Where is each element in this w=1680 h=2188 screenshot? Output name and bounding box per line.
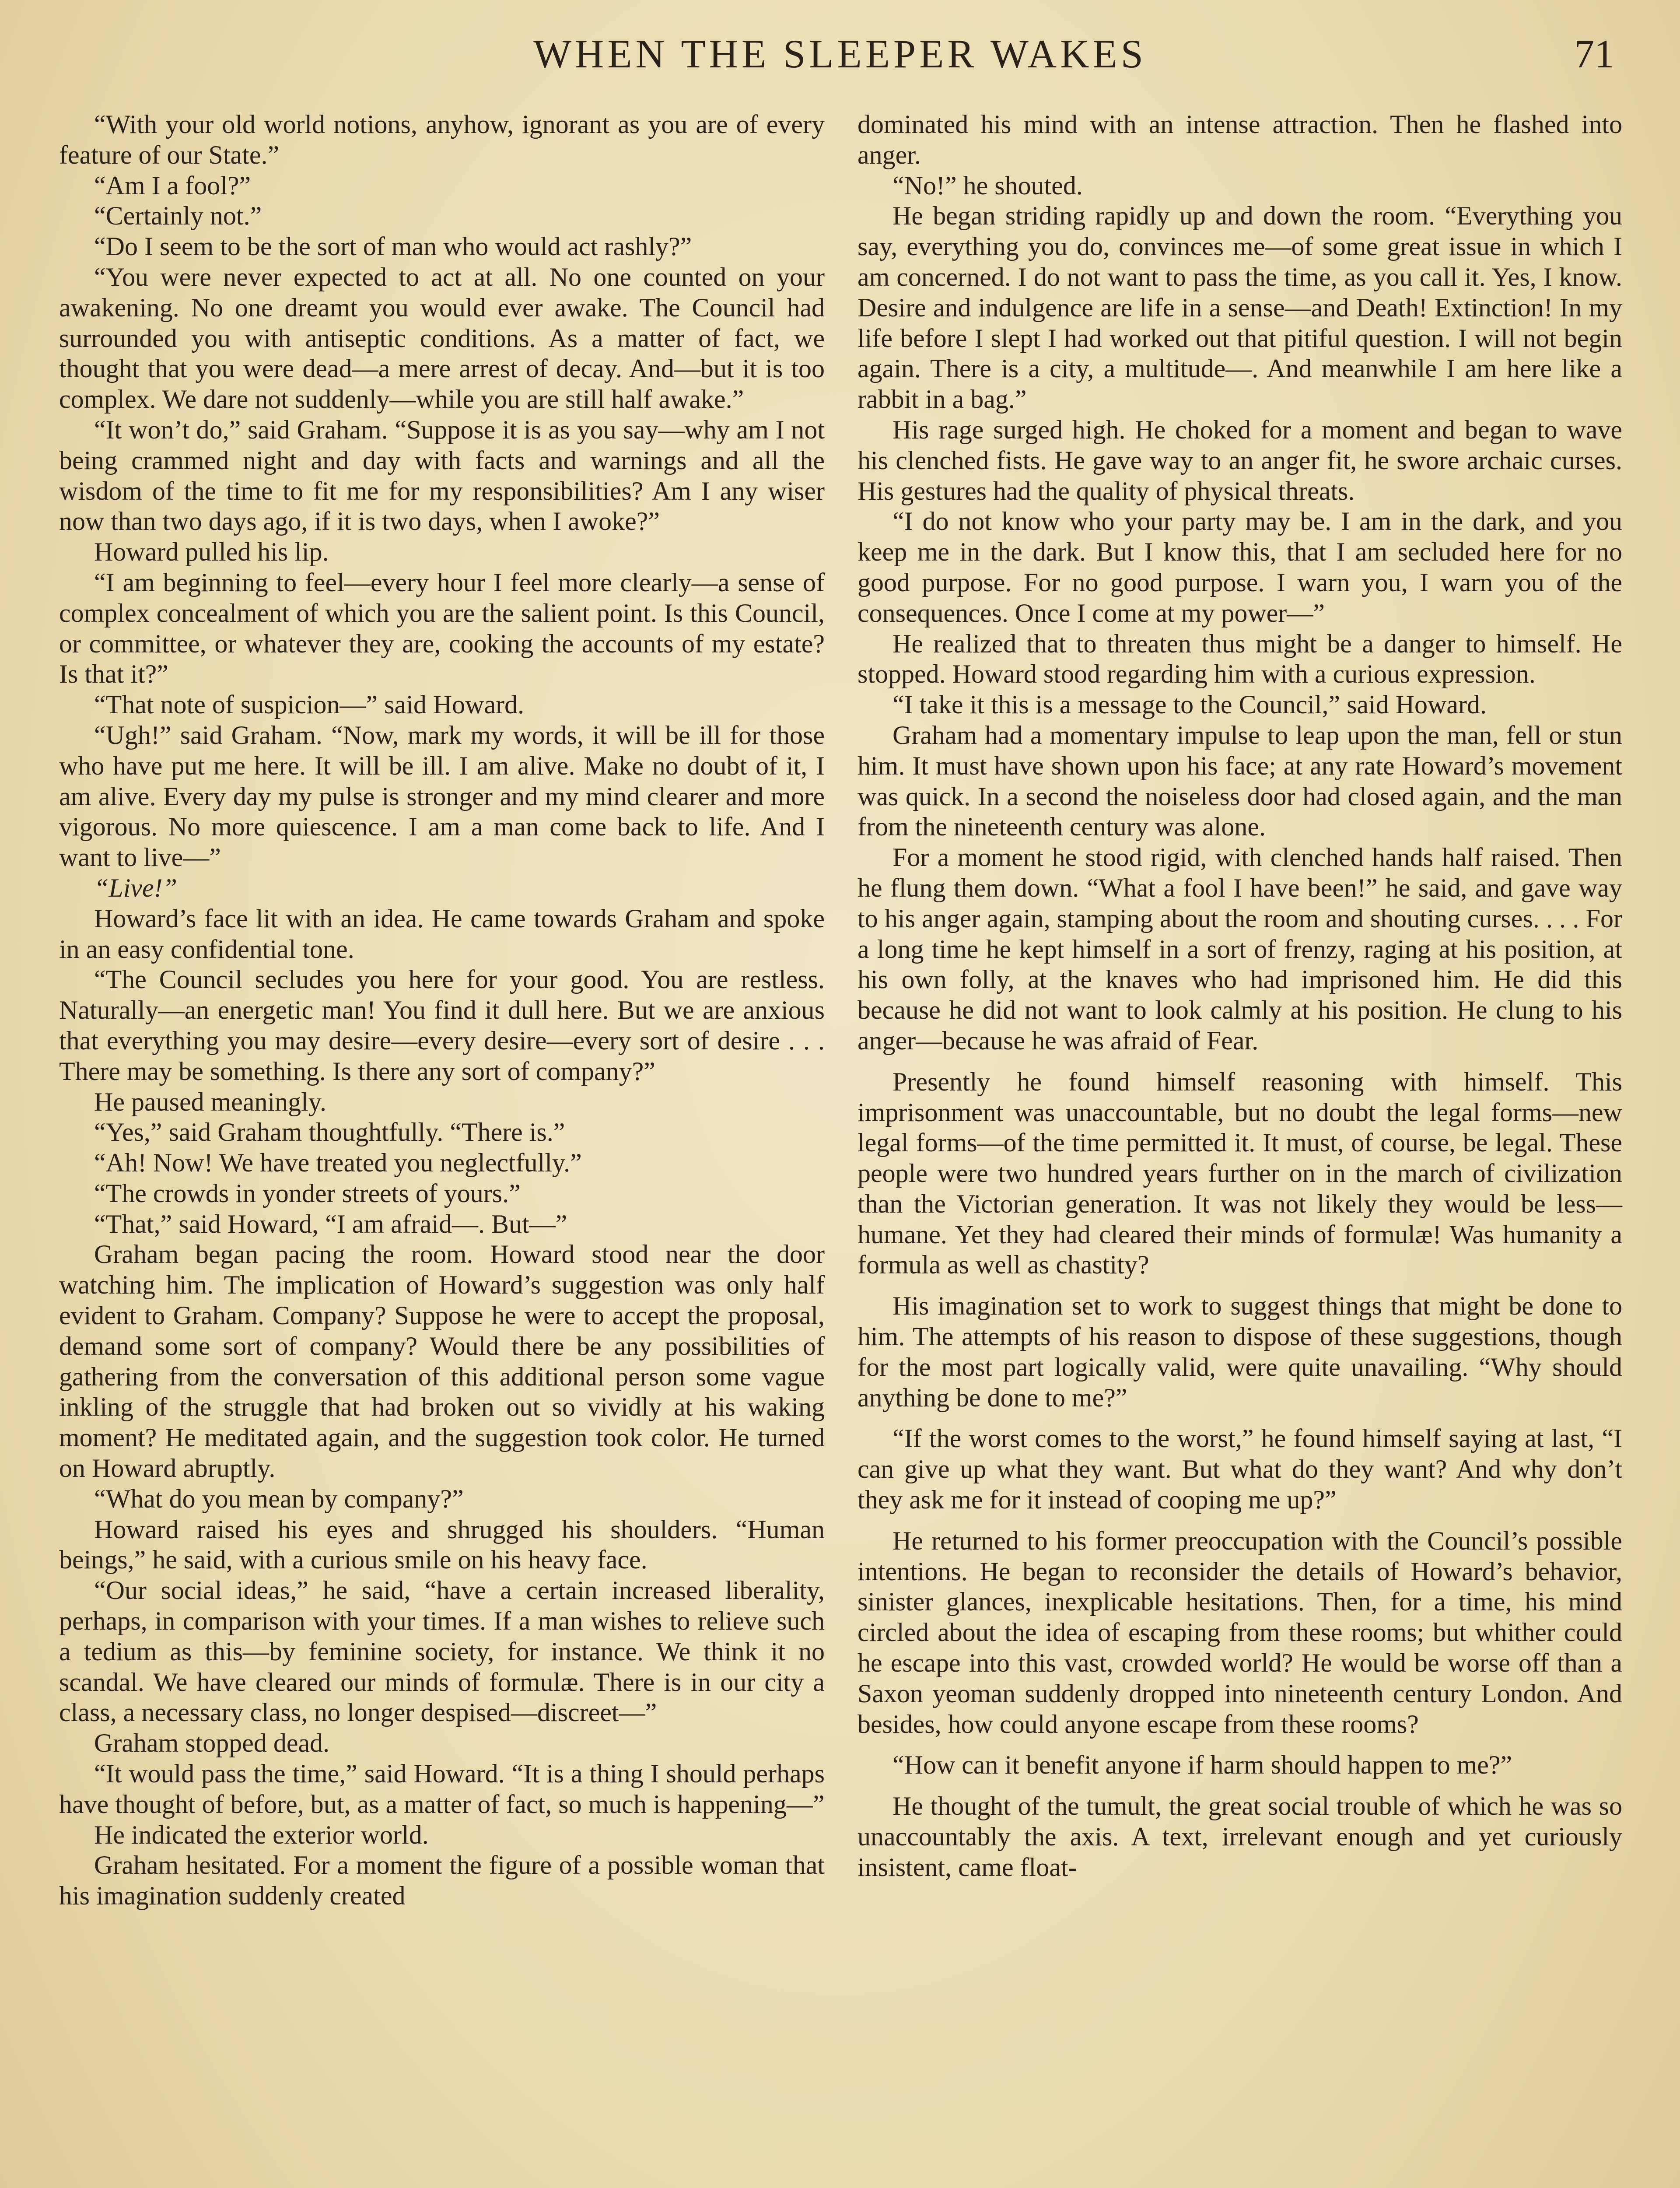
paragraph: “If the worst comes to the worst,” he found himself saying at last, “I can give up what they want. But what do they want? And why don’t they ask me for it instead of cooping me up?” <box>858 1424 1622 1515</box>
paragraph: “Ugh!” said Graham. “Now, mark my words, it will be ill for those who have put me here. It will be ill. I am alive. Make no doubt of it, I am alive. Every day my pulse is stronger and my mind clearer and more vigorous. No more quiescence. I am a man come back to life. And I want to live—” <box>59 720 825 872</box>
paragraph: “How can it benefit anyone if harm should happen to me?” <box>892 1750 1512 1780</box>
paragraph: His rage surged high. He choked for a moment and began to wave his clenched fists. He gave way to an anger fit, he swore archaic curses. His gestures had the quality of physical threats. <box>858 415 1622 505</box>
paragraph: Graham hesitated. For a moment the figure of a possible woman that his imagination suddenly created <box>59 1851 825 1911</box>
paragraph: Graham stopped dead. <box>94 1729 330 1758</box>
paragraph: “With your old world notions, anyhow, ignorant as you are of every feature of our State.” <box>59 110 825 169</box>
paragraph: “That,” said Howard, “I am afraid—. But—” <box>94 1209 567 1238</box>
paragraph: He thought of the tumult, the great social trouble of which he was so unaccountably the axis. A text, irrelevant enough and yet curiously insistent, came float- <box>858 1792 1622 1882</box>
paragraph: “I do not know who your party may be. I am in the dark, and you keep me in the dark. But I know this, that I am secluded here for no good purpose. For no good purpose. I warn you, I warn you of the consequences. Once I come at my power—” <box>858 507 1622 628</box>
paragraph: “The Council secludes you here for your good. You are restless. Naturally—an energetic man! You find it dull here. But we are anxious that everything you may desire—every desire—every sort of desire . . . There may be something. Is there any sort of company?” <box>59 965 825 1086</box>
paragraph: He realized that to threaten thus might be a danger to himself. He stopped. Howard stood regarding him with a curious expression. <box>858 629 1622 689</box>
paragraph: “Do I seem to be the sort of man who would act rashly?” <box>94 232 692 261</box>
paragraph: “Am I a fool?” <box>94 171 251 200</box>
paragraph: He returned to his former preoccupation with the Council’s possible intentions. He began to reconsider the details of Howard’s behavior, sinister glances, inexplicable hesitations. Then, for a time, his mind circled about the idea of escaping from these rooms; but whither could he escape into this vast, crowded world? He would be worse off than a Saxon yeoman suddenly dropped into nineteenth century London. And besides, how could anyone escape from these rooms? <box>858 1526 1622 1739</box>
paragraph: He paused meaningly. <box>94 1087 326 1116</box>
paragraph: “It won’t do,” said Graham. “Suppose it is as you say—why am I not being crammed night and day with facts and warnings and all the wisdom of the time to fit me for my responsibilities? Am I any wiser now than two days ago, if it is two days, when I awoke?” <box>59 415 825 536</box>
paragraph: Presently he found himself reasoning with himself. This imprisonment was unaccountable, but no doubt the legal forms—new legal forms—of the time permitted it. It must, of course, be legal. These people were two hundred years further on in the march of civilization than the Victorian generation. It was not likely they would be less—humane. Yet they had cleared their minds of formulæ! Was humanity a formula as well as chastity? <box>858 1067 1622 1280</box>
paragraph: “No!” he shouted. <box>892 171 1083 200</box>
paragraph: “What do you mean by company?” <box>94 1484 464 1513</box>
paragraph: “Live!” <box>94 873 178 902</box>
paragraph: “That note of suspicion—” said Howard. <box>94 690 525 719</box>
paragraph: His imagination set to work to suggest things that might be done to him. The attempts of his reason to dispose of these suggestions, though for the most part logically valid, were quite unavailing. “Why should anything be done to me?” <box>858 1291 1622 1412</box>
paragraph: Howard pulled his lip. <box>94 537 329 567</box>
right-column <box>858 109 1622 1883</box>
paragraph: “It would pass the time,” said Howard. “It is a thing I should perhaps have thought of before, but, as a matter of fact, so much is happening—” <box>59 1759 825 1819</box>
paragraph: “The crowds in yonder streets of yours.” <box>94 1178 521 1208</box>
paragraph: “Ah! Now! We have treated you neglectfully.” <box>94 1148 582 1178</box>
paragraph: Howard raised his eyes and shrugged his shoulders. “Human beings,” he said, with a curious smile on his heavy face. <box>59 1515 825 1574</box>
paragraph: dominated his mind with an intense attraction. Then he flashed into anger. <box>858 110 1622 169</box>
paragraph: “I take it this is a message to the Council,” said Howard. <box>892 690 1487 719</box>
paragraph: Graham had a momentary impulse to leap upon the man, fell or stun him. It must have shown upon his face; at any rate Howard’s movement was quick. In a second the noiseless door had closed again, and the man from the nineteenth century was alone. <box>858 720 1622 842</box>
page-number: 71 <box>1574 32 1614 76</box>
paragraph: He indicated the exterior world. <box>94 1820 429 1849</box>
paragraph: Graham began pacing the room. Howard stood near the door watching him. The implication of Howard’s suggestion was only half evident to Graham. Company? Suppose he were to accept the proposal, demand some sort of company? Would there be any possibilities of gathering from the conversation of this additional person some vague inkling of the struggle that had broken out so vividly at his waking moment? He meditated again, and the suggestion took color. He turned on Howard abruptly. <box>59 1240 825 1483</box>
paragraph: Howard’s face lit with an idea. He came towards Graham and spoke in an easy confidential tone. <box>59 904 825 964</box>
paragraph: He began striding rapidly up and down the room. “Everything you say, everything you do, convinces me—of some great issue in which I am concerned. I do not want to pass the time, as you call it. Yes, I know. Desire and indulgence are life in a sense—and Death! Extinction! In my life before I slept I had worked out that pitiful question. I will not begin again. There is a city, a multitude—. And meanwhile I am here like a rabbit in a bag.” <box>858 201 1622 414</box>
paragraph: “Certainly not.” <box>94 201 262 231</box>
paragraph: “Our social ideas,” he said, “have a certain increased liberality, perhaps, in comparison with your times. If a man wishes to relieve such a tedium as this—by feminine society, for instance. We think it no scandal. We have cleared our minds of formulæ. There is in our city a class, a necessary class, no longer despised—discreet—” <box>59 1576 825 1727</box>
paragraph: “You were never expected to act at all. No one counted on your awakening. No one dreamt you would ever awake. The Council had surrounded you with antiseptic conditions. As a matter of fact, we thought that you were dead—a mere arrest of decay. And—but it is too complex. We dare not suddenly—while you are still half awake.” <box>59 262 825 414</box>
paragraph: “I am beginning to feel—every hour I feel more clearly—a sense of complex concealment of which you are the salient point. Is this Council, or committee, or whatever they are, cooking the accounts of my estate? Is that it?” <box>59 568 825 689</box>
left-column <box>59 109 825 1911</box>
running-title: WHEN THE SLEEPER WAKES <box>533 32 1147 76</box>
page-header <box>0 31 1680 83</box>
paragraph: “Yes,” said Graham thoughtfully. “There is.” <box>94 1118 565 1147</box>
paragraph: For a moment he stood rigid, with clenched hands half raised. Then he flung them down. “What a fool I have been!” he said, and gave way to his anger again, stamping about the room and shouting curses. . . . For a long time he kept himself in a sort of frenzy, raging at his position, at his own folly, at the knaves who had imprisoned him. He did this because he did not want to look calmly at his position. He clung to his anger—because he was afraid of Fear. <box>858 843 1622 1055</box>
